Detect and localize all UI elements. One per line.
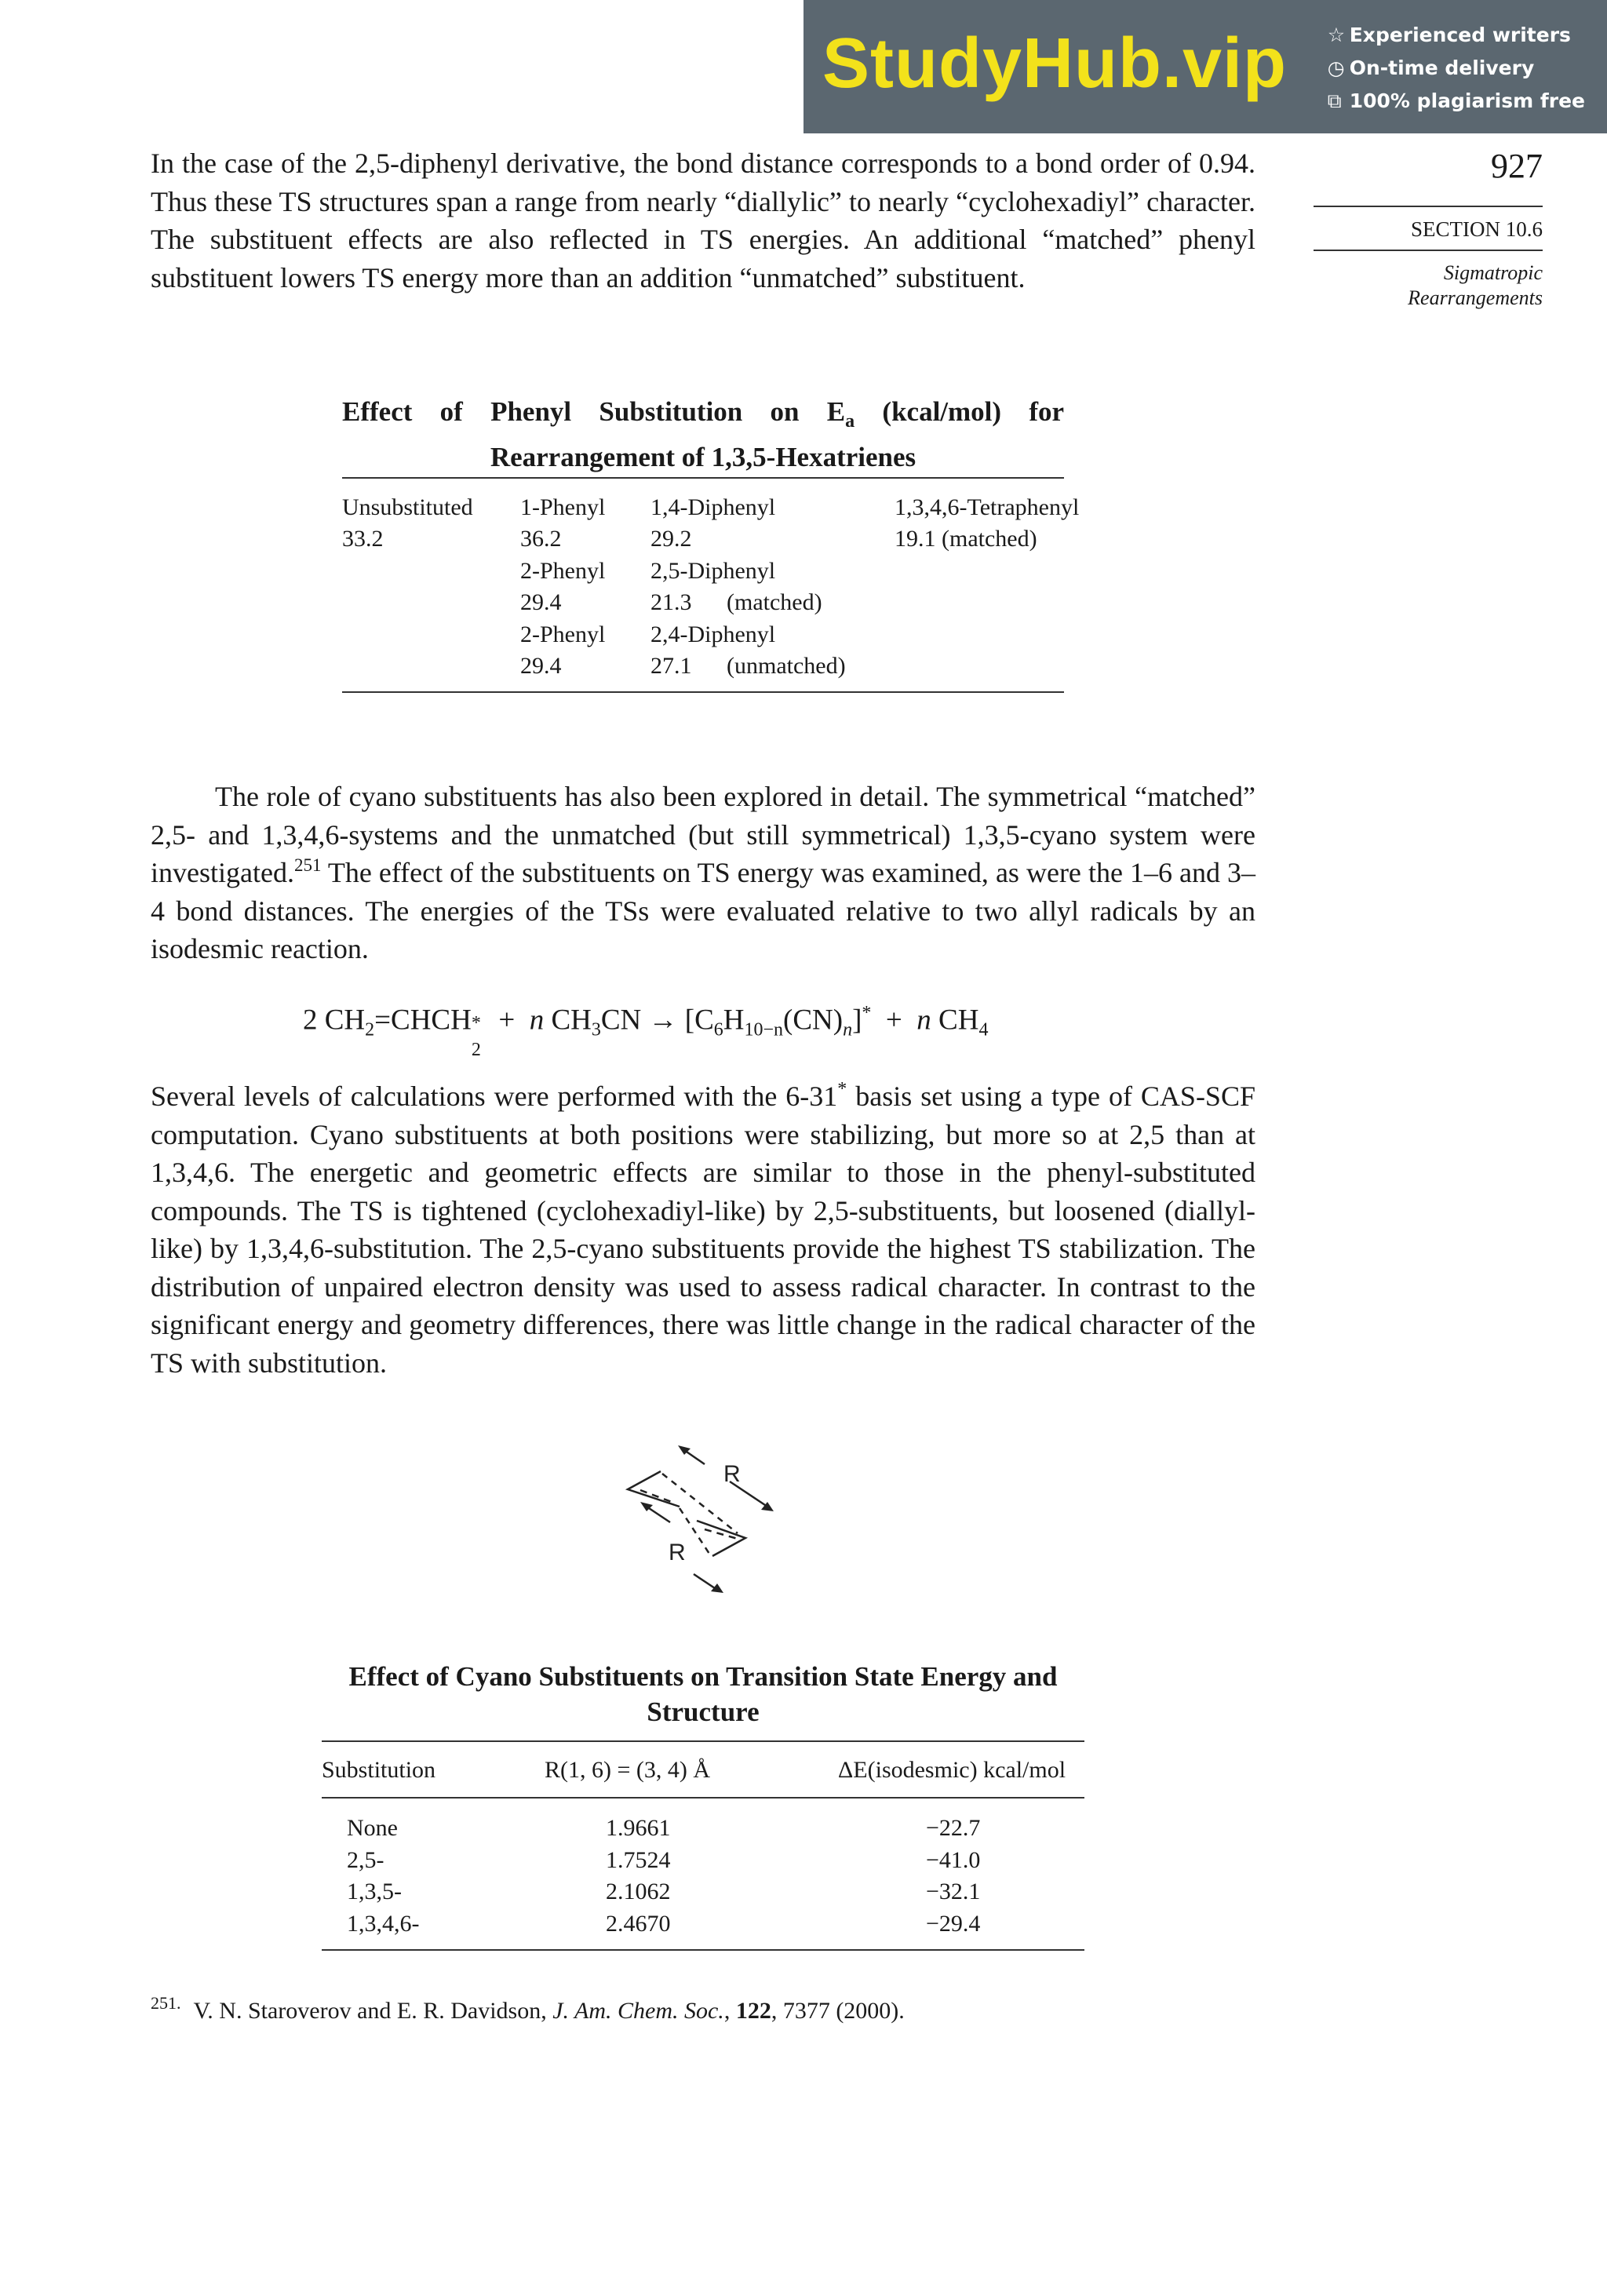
table1-top-rule <box>342 477 1064 479</box>
table1-cell: 1,3,4,6-Tetraphenyl <box>895 494 1080 520</box>
footnote-authors: V. N. Staroverov and E. R. Davidson, <box>193 1998 553 2024</box>
eq-part: 2 CH <box>303 1004 366 1037</box>
table1-cell-note: (matched) <box>727 589 822 615</box>
table2-cell: −22.7 <box>926 1815 981 1841</box>
table2-cell: 1,3,5- <box>347 1879 402 1904</box>
table2-cell: −32.1 <box>926 1879 981 1904</box>
banner-feature <box>1328 52 1585 85</box>
table2-cell: −29.4 <box>926 1911 981 1937</box>
table1-title-part: Effect of Phenyl Substitution on E <box>342 396 846 427</box>
eq-sub: 2 <box>365 1019 375 1040</box>
table1-cell: 29.4 <box>520 589 562 615</box>
table2-header: Substitution <box>322 1757 436 1783</box>
calculation-text <box>151 1077 1255 1382</box>
eq-sub: 4 <box>978 1019 989 1040</box>
diagram-label-r: R <box>723 1461 741 1487</box>
table1-title-line1 <box>342 394 1064 439</box>
table1-cell: 19.1 (matched) <box>895 526 1037 552</box>
table1-cell-note: (unmatched) <box>727 653 846 679</box>
table2-title <box>322 1659 1084 1729</box>
table2-cell: −41.0 <box>926 1847 981 1873</box>
table1-cell: 27.1 <box>650 653 692 679</box>
table2-header: R(1, 6) = (3, 4) Å <box>545 1757 711 1783</box>
banner-logo[interactable]: StudyHub.vip <box>822 24 1287 103</box>
diagram-label-r: R <box>669 1540 686 1565</box>
table2-cell: 2.4670 <box>606 1911 671 1937</box>
table2-header-rule <box>322 1797 1084 1799</box>
intro-text: In the case of the 2,5-diphenyl derivative, the bond distance corresponds to a bond order of 0.94. Thus these TS structures span a range from nearly “diallylic” to nearly “cyclohexadiyl” character. The substituent effects are also reflected in TS energies. An additional “matched” phenyl substituent lowers TS energy more than an addition “unmatched” substituent. <box>151 148 1255 293</box>
table1-cell: 2,4-Diphenyl <box>650 621 776 647</box>
table1-cell: 21.3 <box>650 589 692 615</box>
eq-sub: 10−n <box>744 1019 784 1040</box>
footnote-journal: J. Am. Chem. Soc. <box>552 1998 724 2024</box>
table2-cell: 1,3,4,6- <box>347 1911 420 1937</box>
section-title-line: Rearrangements <box>1408 286 1543 309</box>
table2-title-line: Structure <box>647 1696 760 1727</box>
calculation-text-part: Several levels of calculations were performed with the 6-31 <box>151 1081 838 1112</box>
arrowhead-icon <box>711 1584 723 1593</box>
table2-cell: None <box>347 1815 398 1841</box>
footnote <box>151 1993 905 2024</box>
cyano-text <box>151 778 1255 968</box>
calculation-text-part: basis set using a type of CAS-SCF computation. Cyano substituents at both positions were stabilizing, but more so at 2,5 than at 1,3,4,6. The energetic and geometric effects are similar to those in the phenyl-substituted compounds. The TS is tightened (cyclohexadiyl-like) by 2,5-substituents, but loosened (diallyl-like) by 1,3,4,6-substitution. The 2,5-cyano substituents provide the highest TS stabilization. The distribution of unpaired electron density was used to assess radical character. In contrast to the significant energy and geometry differences, there was little change in the radical character of the TS with substitution. <box>151 1081 1255 1379</box>
table1-cell: Unsubstituted <box>342 494 473 520</box>
table1-cell: 36.2 <box>520 526 562 552</box>
table1-cell: 2,5-Diphenyl <box>650 558 776 584</box>
eq-part: CH <box>544 1004 592 1037</box>
ts-structure-diagram <box>612 1436 800 1593</box>
banner-feature-label: On-time delivery <box>1349 56 1535 79</box>
eq-part: + <box>483 1004 530 1037</box>
footnote-rest: , 7377 (2000). <box>771 1998 905 2024</box>
arrow-up-left <box>684 1450 705 1464</box>
table1-title-line2: Rearrangement of 1,3,5-Hexatrienes <box>490 442 916 472</box>
table1-bottom-rule <box>342 691 1064 693</box>
table1-title <box>342 394 1064 475</box>
eq-part: + <box>871 1004 917 1037</box>
table2-title-line: Effect of Cyano Substituents on Transition State Energy and <box>348 1661 1058 1692</box>
table1-cell: 2-Phenyl <box>520 621 606 647</box>
table2-cell: 2,5- <box>347 1847 384 1873</box>
banner-feature <box>1328 85 1585 118</box>
table2-header: ΔE(isodesmic) kcal/mol <box>838 1757 1066 1783</box>
ts-lower-allyl <box>697 1521 745 1556</box>
table2-bottom-rule <box>322 1949 1084 1951</box>
margin-rule <box>1314 206 1543 207</box>
banner-feature <box>1328 19 1585 52</box>
page-number: 927 <box>1491 147 1543 185</box>
calculation-paragraph <box>151 1077 1255 1382</box>
section-title <box>1408 261 1543 311</box>
copy-icon: ⧉ <box>1327 89 1342 112</box>
table2-cell: 2.1062 <box>606 1879 671 1904</box>
eq-sub: 3 <box>591 1019 601 1040</box>
eq-part: CN → [C <box>600 1004 714 1037</box>
eq-sub: n <box>843 1019 853 1040</box>
eq-var: n <box>916 1004 931 1037</box>
intro-paragraph <box>151 144 1255 297</box>
banner-feature-label: Experienced writers <box>1349 24 1571 46</box>
cyano-text-part: The role of cyano substituents has also been explored in detail. The symmetrical “matched” 2,5- and 1,3,4,6-systems and the unmatched (but still symmetrical) 1,3,5-cyano system were investigated. <box>151 781 1255 888</box>
eq-part: =CHCH <box>374 1004 472 1037</box>
eq-part: CH <box>931 1004 979 1037</box>
eq-sup: * <box>471 1013 481 1034</box>
table2-cell: 1.9661 <box>606 1815 671 1841</box>
eq-part: (CN) <box>783 1004 844 1037</box>
star-icon: ☆ <box>1327 24 1346 46</box>
banner-feature-label: 100% plagiarism free <box>1349 89 1585 112</box>
ad-banner[interactable] <box>804 0 1607 133</box>
ts-upper-allyl <box>628 1471 680 1507</box>
table2-cell: 1.7524 <box>606 1847 671 1873</box>
cyano-text-part: The effect of the substituents on TS energy was examined, as were the 1–6 and 3–4 bond distances. The energies of the TSs were evaluated relative to two allyl radicals by an isodesmic reaction. <box>151 857 1255 964</box>
margin-rule <box>1314 250 1543 251</box>
footnote-number: 251. <box>151 1993 181 2013</box>
eq-sub: 6 <box>713 1019 723 1040</box>
table1-cell: 29.2 <box>650 526 692 552</box>
section-label: SECTION 10.6 <box>1411 217 1543 241</box>
table1-cell: 33.2 <box>342 526 384 552</box>
isodesmic-equation <box>303 1003 989 1061</box>
citation-ref[interactable]: 251 <box>293 855 322 875</box>
footnote-sep: , <box>723 1998 736 2024</box>
table1-cell: 1,4-Diphenyl <box>650 494 776 520</box>
banner-features <box>1328 19 1585 118</box>
calculation-sup: * <box>837 1079 847 1099</box>
arrow-up-left <box>647 1507 670 1522</box>
eq-part: H <box>723 1004 745 1037</box>
arrow-down-right <box>694 1574 717 1590</box>
eq-sub: 2 <box>471 1040 481 1061</box>
table1-title-part: (kcal/mol) for <box>855 396 1065 427</box>
cyano-paragraph <box>151 778 1255 968</box>
table1-cell: 2-Phenyl <box>520 558 606 584</box>
eq-part: ] <box>852 1004 862 1037</box>
table2-top-rule <box>322 1740 1084 1742</box>
footnote-volume: 122 <box>735 1998 771 2024</box>
table1-cell: 1-Phenyl <box>520 494 606 520</box>
eq-sup: * <box>862 1003 872 1023</box>
section-title-line: Sigmatropic <box>1443 261 1543 284</box>
table1-cell: 29.4 <box>520 653 562 679</box>
eq-var: n <box>529 1004 545 1037</box>
clock-icon: ◷ <box>1327 56 1345 79</box>
table1-title-sub: a <box>845 411 855 432</box>
